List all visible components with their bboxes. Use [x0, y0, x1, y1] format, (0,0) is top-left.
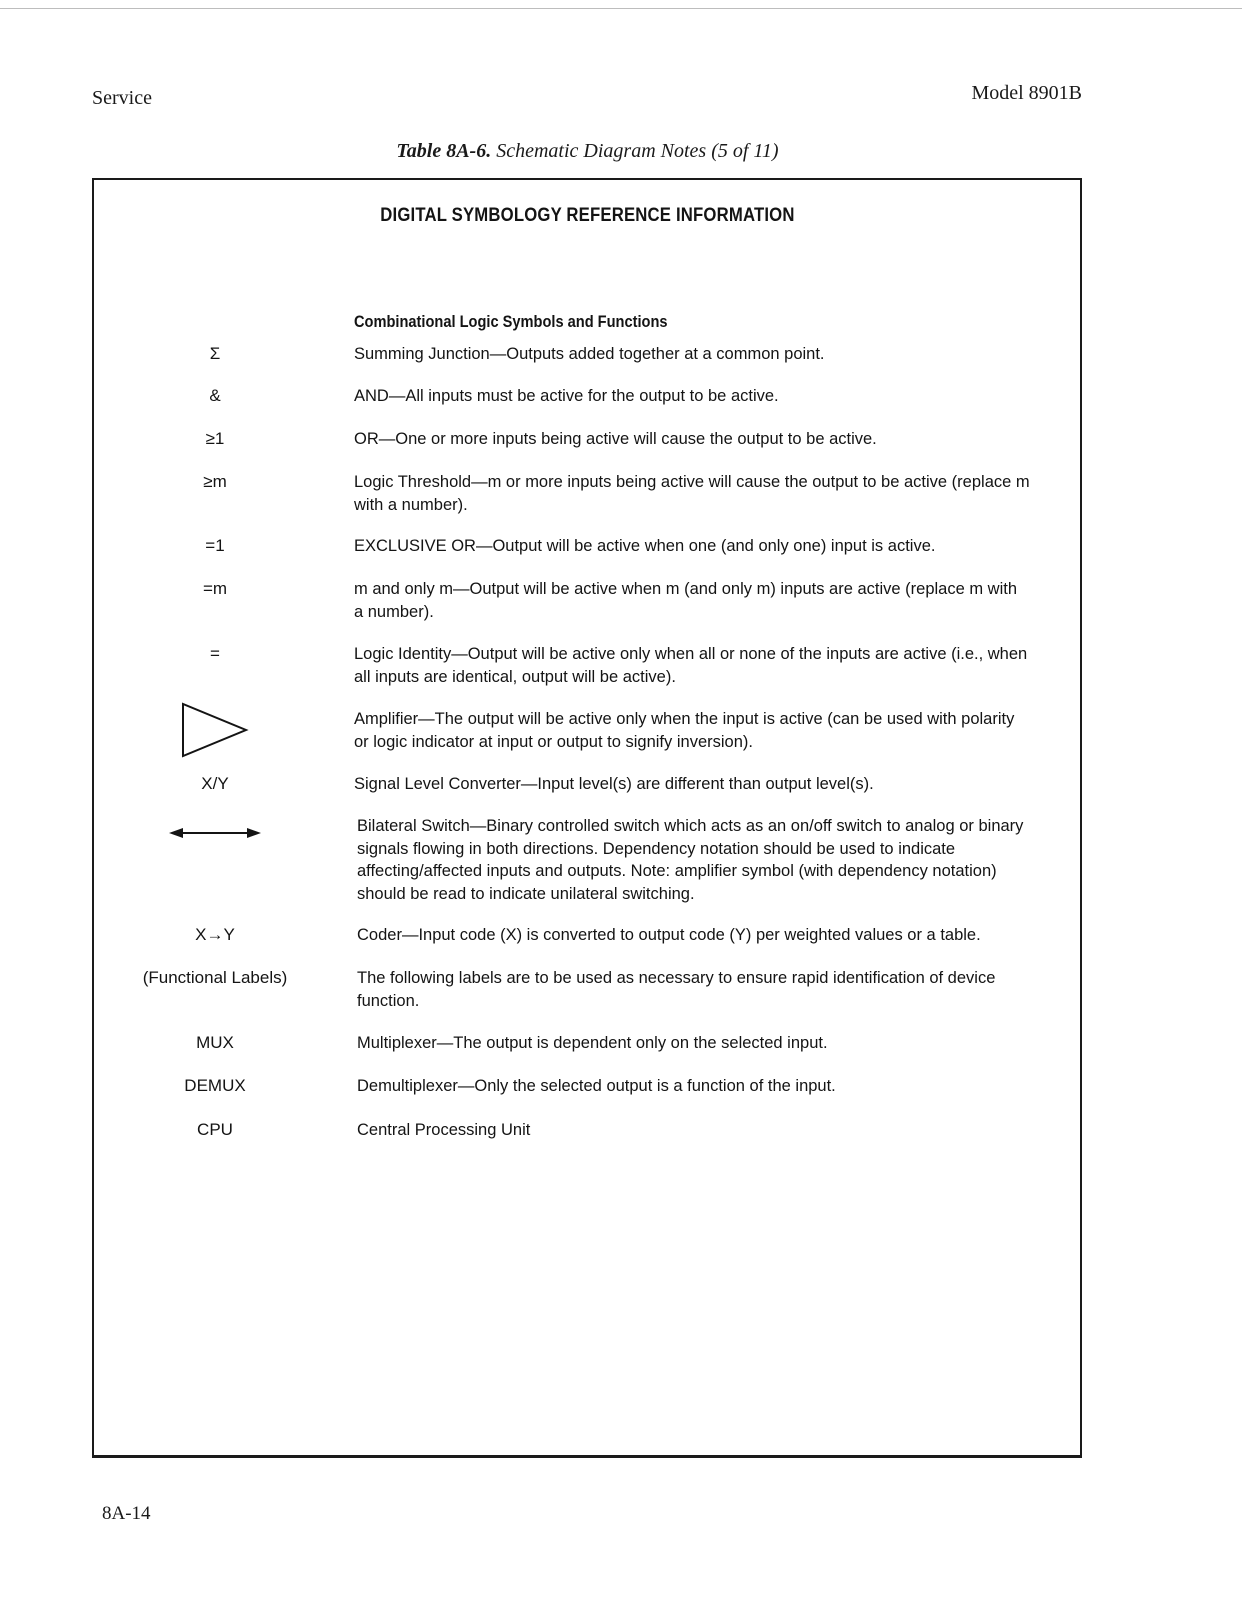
entry-description: Demultiplexer—Only the selected output is a function of the input.	[357, 1077, 836, 1095]
entry-symbol: X/Y	[201, 774, 229, 793]
entry-description: Coder—Input code (X) is converted to output code (Y) per weighted values or a table.	[357, 926, 981, 944]
entry-symbol: CPU	[197, 1120, 233, 1139]
entry-description: Amplifier—The output will be active only when the input is active (can be used with polarity or logic indicator at input or output to signify inversion).	[354, 710, 1015, 751]
entry-symbol: =m	[202, 579, 228, 598]
bilateral-arrow-svg	[167, 823, 263, 843]
entry-description: m and only m—Output will be active when m (and only m) inputs are active (replace m with a number).	[354, 580, 1018, 621]
entry-description: Logic Threshold—m or more inputs being active will cause the output to be active (replace m with a number).	[354, 473, 1030, 514]
running-header-right: Model 8901B	[971, 82, 1082, 104]
amplifier-triangle-svg	[180, 700, 250, 760]
amplifier-triangle-icon	[120, 700, 310, 760]
entry-symbol: Σ	[209, 344, 221, 363]
entry-description: EXCLUSIVE OR—Output will be active when one (and only one) input is active.	[354, 537, 936, 555]
entry-symbol: ≥1	[205, 429, 225, 448]
entry-description: Central Processing Unit	[357, 1121, 531, 1139]
entry-description: Summing Junction—Outputs added together at a common point.	[354, 345, 825, 363]
entry-symbol: DEMUX	[184, 1076, 246, 1095]
entry-description: Signal Level Converter—Input level(s) are different than output level(s).	[354, 775, 874, 793]
entry-description: AND—All inputs must be active for the output to be active.	[354, 387, 779, 405]
bilateral-arrow-icon	[120, 823, 310, 843]
page-number: 8A-14	[102, 1503, 151, 1524]
entry-description: OR—One or more inputs being active will cause the output to be active.	[354, 430, 877, 448]
table-caption	[0, 140, 1175, 163]
entry-symbol: &	[209, 386, 221, 405]
entry-symbol: =	[210, 644, 220, 663]
entry-description: Logic Identity—Output will be active only when all or none of the inputs are active (i.e., when all inputs are identical, output will be active).	[354, 645, 1028, 686]
entry-symbol: X→Y	[195, 925, 235, 944]
table-caption-label: Table 8A-6.	[396, 140, 492, 162]
scan-edge-line	[0, 8, 1242, 9]
section-heading: DIGITAL SYMBOLOGY REFERENCE INFORMATION	[380, 205, 795, 226]
entry-symbol: MUX	[196, 1033, 234, 1052]
entry-symbol: ≥m	[203, 472, 227, 491]
table-caption-title: Schematic Diagram Notes (5 of 11)	[496, 140, 779, 162]
running-header-left: Service	[92, 87, 152, 109]
entry-description: The following labels are to be used as necessary to ensure rapid identification of device function.	[357, 969, 996, 1010]
entry-description: Multiplexer—The output is dependent only on the selected input.	[357, 1034, 828, 1052]
entry-symbol: =1	[205, 536, 225, 555]
entry-description: Bilateral Switch—Binary controlled switch which acts as an on/off switch to analog or binary signals flowing in both directions. Dependency notation should be used to indicate affecting/affected inputs and outputs. Note: amplifier symbol (with dependency notation) should be read to indicate unilateral switching.	[357, 817, 1024, 903]
entry-symbol: (Functional Labels)	[142, 968, 288, 987]
subheading: Combinational Logic Symbols and Functions	[354, 312, 668, 331]
